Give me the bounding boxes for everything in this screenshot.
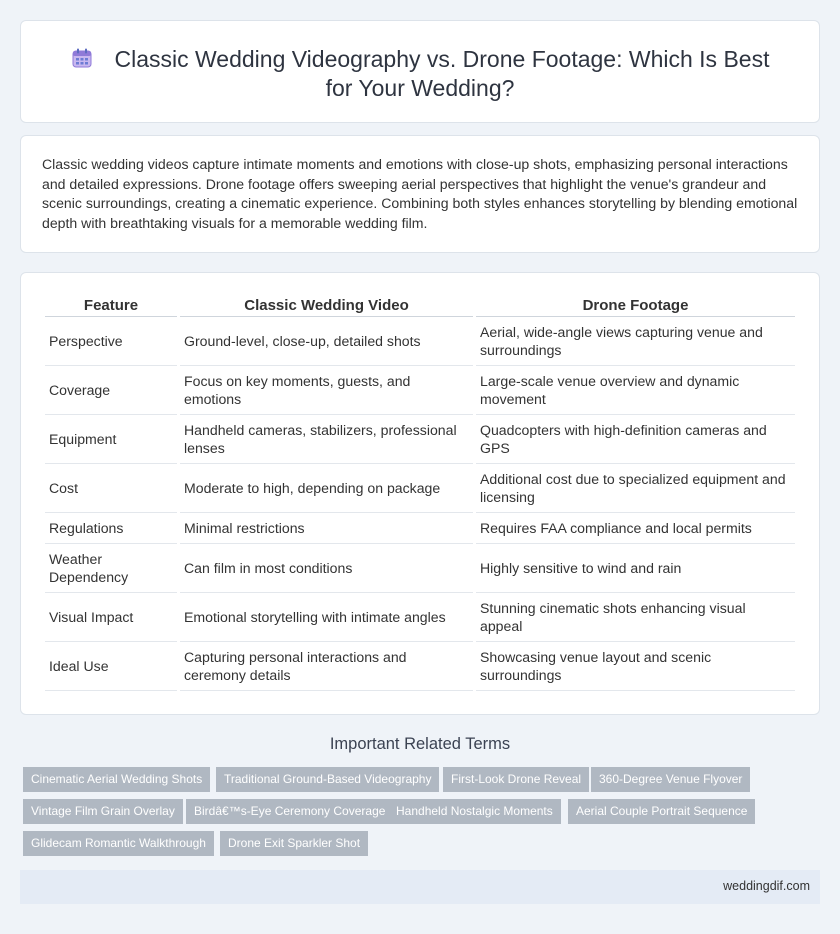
page-title-text: Classic Wedding Videography vs. Drone Footage: Which Is Best for Your Wedding? <box>114 46 770 101</box>
intro-card <box>20 135 820 253</box>
footer-site-link[interactable]: weddingdif.com <box>723 879 810 893</box>
related-term-tag[interactable]: Drone Exit Sparkler Shot <box>220 831 368 856</box>
table-row <box>45 366 795 415</box>
table-header-row <box>45 295 795 317</box>
comparison-card <box>20 272 820 715</box>
row-drone: Quadcopters with high-definition cameras and GPS <box>476 415 795 464</box>
table-row <box>45 317 795 366</box>
related-terms-title: Important Related Terms <box>329 735 511 753</box>
row-feature: Weather Dependency <box>45 544 177 593</box>
table-row <box>45 513 795 544</box>
related-term-tag[interactable]: First-Look Drone Reveal <box>443 767 589 792</box>
comparison-table <box>42 295 798 691</box>
header-drone: Drone Footage <box>476 295 795 317</box>
row-classic: Capturing personal interactions and ceremony details <box>180 642 473 691</box>
table-row <box>45 642 795 691</box>
header-feature: Feature <box>45 295 177 317</box>
table-row <box>45 593 795 642</box>
row-feature: Visual Impact <box>45 593 177 642</box>
row-drone: Additional cost due to specialized equipment and licensing <box>476 464 795 513</box>
row-classic: Minimal restrictions <box>180 513 473 544</box>
row-drone: Aerial, wide-angle views capturing venue and surroundings <box>476 317 795 366</box>
row-feature: Ideal Use <box>45 642 177 691</box>
row-classic: Handheld cameras, stabilizers, professional lenses <box>180 415 473 464</box>
row-classic: Moderate to high, depending on package <box>180 464 473 513</box>
related-term-tag[interactable]: Traditional Ground-Based Videography <box>216 767 439 792</box>
related-term-tag[interactable]: 360-Degree Venue Flyover <box>591 767 750 792</box>
related-term-tag[interactable]: Cinematic Aerial Wedding Shots <box>23 767 210 792</box>
row-feature: Perspective <box>45 317 177 366</box>
row-feature: Cost <box>45 464 177 513</box>
title-card <box>20 20 820 123</box>
row-feature: Regulations <box>45 513 177 544</box>
row-classic: Focus on key moments, guests, and emotions <box>180 366 473 415</box>
related-term-tag[interactable]: Handheld Nostalgic Moments <box>388 799 561 824</box>
row-feature: Coverage <box>45 366 177 415</box>
title-wrap <box>61 45 779 103</box>
footer <box>20 870 820 904</box>
intro-paragraph: Classic wedding videos capture intimate moments and emotions with close-up shots, emphasizing personal interactions and detailed expressions. Drone footage offers sweeping aerial perspectives that highlight the venue's grandeur and scenic surroundings, creating a cinematic experience. Combining both styles enhances storytelling by blending emotional depth with breathtaking visuals for a memorable wedding film. <box>42 156 798 231</box>
related-term-tag[interactable]: Vintage Film Grain Overlay <box>23 799 183 824</box>
row-drone: Highly sensitive to wind and rain <box>476 544 795 593</box>
table-row <box>45 415 795 464</box>
row-feature: Equipment <box>45 415 177 464</box>
related-term-tag[interactable]: Glidecam Romantic Walkthrough <box>23 831 214 856</box>
row-drone: Stunning cinematic shots enhancing visual appeal <box>476 593 795 642</box>
row-drone: Showcasing venue layout and scenic surroundings <box>476 642 795 691</box>
table-row <box>45 544 795 593</box>
row-drone: Large-scale venue overview and dynamic movement <box>476 366 795 415</box>
related-term-tag[interactable]: Birdâ€™s-Eye Ceremony Coverage <box>186 799 393 824</box>
row-drone: Requires FAA compliance and local permits <box>476 513 795 544</box>
page-title <box>61 45 779 103</box>
row-classic: Emotional storytelling with intimate angles <box>180 593 473 642</box>
row-classic: Ground-level, close-up, detailed shots <box>180 317 473 366</box>
table-row <box>45 464 795 513</box>
row-classic: Can film in most conditions <box>180 544 473 593</box>
header-classic: Classic Wedding Video <box>180 295 473 317</box>
calendar-icon <box>71 47 93 69</box>
related-term-tag[interactable]: Aerial Couple Portrait Sequence <box>568 799 755 824</box>
